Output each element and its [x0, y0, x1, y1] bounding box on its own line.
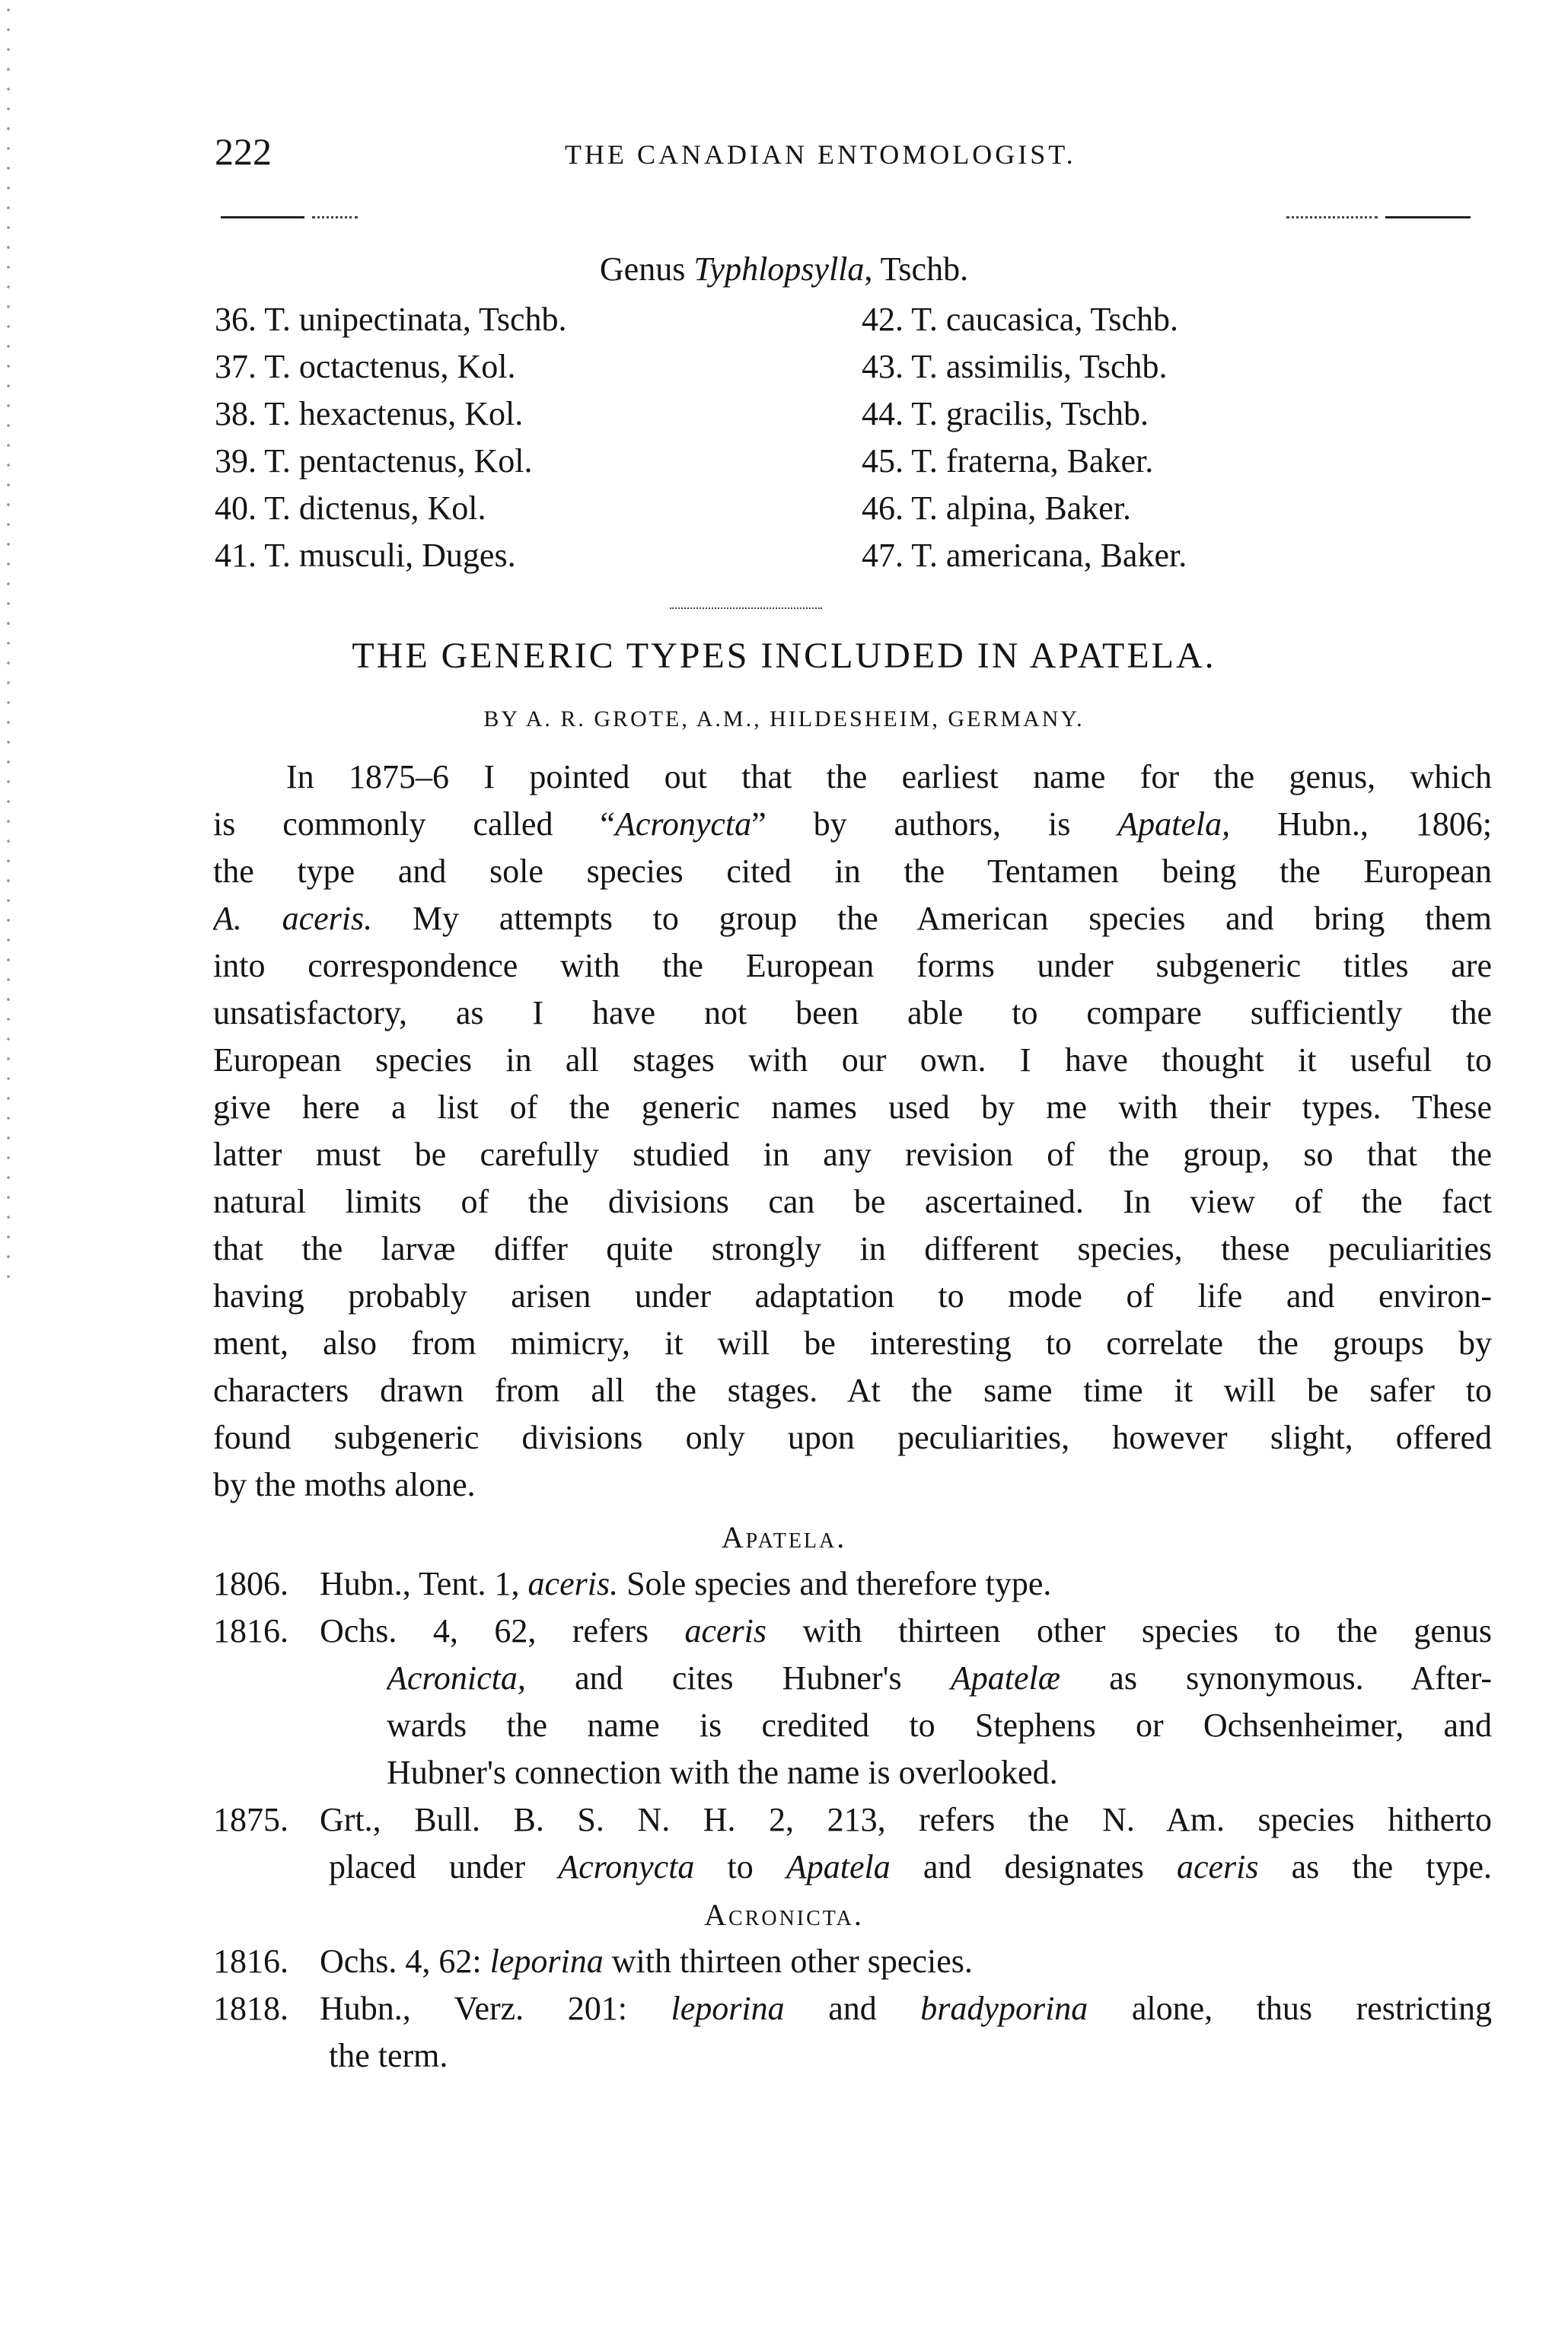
head-rule-left: [221, 216, 304, 218]
paragraph-line: the type and sole species cited in the Tentamen being the European: [213, 853, 1492, 890]
species-item: 40. T. dictenus, Kol.: [215, 489, 486, 527]
head-rule-right-dots: [1286, 216, 1378, 218]
species-item: 44. T. gracilis, Tschb.: [862, 395, 1149, 432]
paragraph-line: ment, also from mimicry, it will be interesting to correlate the groups by: [213, 1324, 1492, 1362]
paragraph-line: by the moths alone.: [213, 1466, 476, 1503]
paragraph-line: that the larvæ differ quite strongly in different species, these peculiarities: [213, 1230, 1492, 1267]
species-item: 37. T. octactenus, Kol.: [215, 348, 516, 385]
section-heading-apatela: Apatela.: [721, 1520, 847, 1554]
paragraph-line: A. aceris. My attempts to group the American species and bring them: [213, 900, 1492, 937]
species-item: 39. T. pentactenus, Kol.: [215, 442, 533, 480]
entry-text: Hubn., Verz. 201: leporina and bradyporina alone, thus restricting: [320, 1990, 1492, 2027]
paragraph-line: is commonly called “Acronycta” by authors, is Apatela, Hubn., 1806;: [213, 805, 1492, 843]
paragraph-line: into correspondence with the European forms under subgeneric titles are: [213, 947, 1492, 984]
page-number: 222: [215, 130, 272, 173]
head-rule-left-dots: [312, 216, 358, 218]
entry-text: Ochs. 4, 62, refers aceris with thirteen other species to the genus: [320, 1612, 1492, 1650]
entry-text: Grt., Bull. B. S. N. H. 2, 213, refers the N. Am. species hitherto: [320, 1801, 1492, 1838]
entry-text: the term.: [329, 2037, 448, 2074]
entry-text: Ochs. 4, 62: leporina with thirteen other species.: [320, 1943, 973, 1980]
journal-title: THE CANADIAN ENTOMOLOGIST.: [565, 139, 1076, 170]
running-head: [215, 129, 1493, 190]
entry-text: Hubner's connection with the name is overlooked.: [387, 1754, 1058, 1791]
species-item: 42. T. caucasica, Tschb.: [862, 301, 1179, 338]
species-item: 45. T. fraterna, Baker.: [862, 442, 1154, 480]
entry-year: 1818.: [213, 1990, 288, 2027]
head-rule-right: [1385, 216, 1471, 218]
article-title: THE GENERIC TYPES INCLUDED IN APATELA.: [352, 636, 1216, 676]
entry-text: Acronicta, and cites Hubner's Apatelæ as synonymous. After-: [387, 1659, 1492, 1697]
entry-year: 1816.: [213, 1612, 288, 1650]
paragraph-line: natural limits of the divisions can be ascertained. In view of the fact: [213, 1183, 1492, 1220]
genus-heading: Genus Typhlopsylla, Tschb.: [599, 250, 969, 288]
species-item: 46. T. alpina, Baker.: [862, 489, 1131, 527]
paragraph-line: latter must be carefully studied in any revision of the group, so that the: [213, 1136, 1492, 1173]
paragraph-line: having probably arisen under adaptation to mode of life and environ-: [213, 1277, 1492, 1315]
paragraph-line: European species in all stages with our own. I have thought it useful to: [213, 1041, 1492, 1079]
paragraph-line: give here a list of the generic names used by me with their types. These: [213, 1089, 1492, 1126]
species-item: 47. T. americana, Baker.: [862, 537, 1187, 574]
entry-text: Hubn., Tent. 1, aceris. Sole species and therefore type.: [320, 1565, 1052, 1602]
entry-year: 1875.: [213, 1801, 288, 1838]
article-byline: BY A. R. GROTE, A.M., HILDESHEIM, GERMANY.: [483, 706, 1085, 732]
species-item: 36. T. unipectinata, Tschb.: [215, 301, 567, 338]
entry-year: 1806.: [213, 1565, 288, 1602]
paragraph-line: characters drawn from all the stages. At the same time it will be safer to: [213, 1372, 1492, 1409]
paragraph-line: found subgeneric divisions only upon peculiarities, however slight, offered: [213, 1419, 1492, 1456]
species-item: 43. T. assimilis, Tschb.: [862, 348, 1168, 385]
entry-text: placed under Acronycta to Apatela and designates aceris as the type.: [329, 1848, 1492, 1885]
paragraph-line: In 1875–6 I pointed out that the earliest name for the genus, which: [286, 758, 1492, 795]
genus-name: Typhlopsylla: [693, 250, 865, 288]
section-divider: [670, 607, 822, 609]
species-item: 41. T. musculi, Duges.: [215, 537, 516, 574]
paragraph-line: unsatisfactory, as I have not been able to compare sufficiently the: [213, 994, 1492, 1031]
section-heading-acronicta: Acronicta.: [704, 1898, 864, 1932]
entry-year: 1816.: [213, 1943, 288, 1980]
entry-text: wards the name is credited to Stephens or Ochsenheimer, and: [387, 1707, 1492, 1744]
species-item: 38. T. hexactenus, Kol.: [215, 395, 524, 432]
